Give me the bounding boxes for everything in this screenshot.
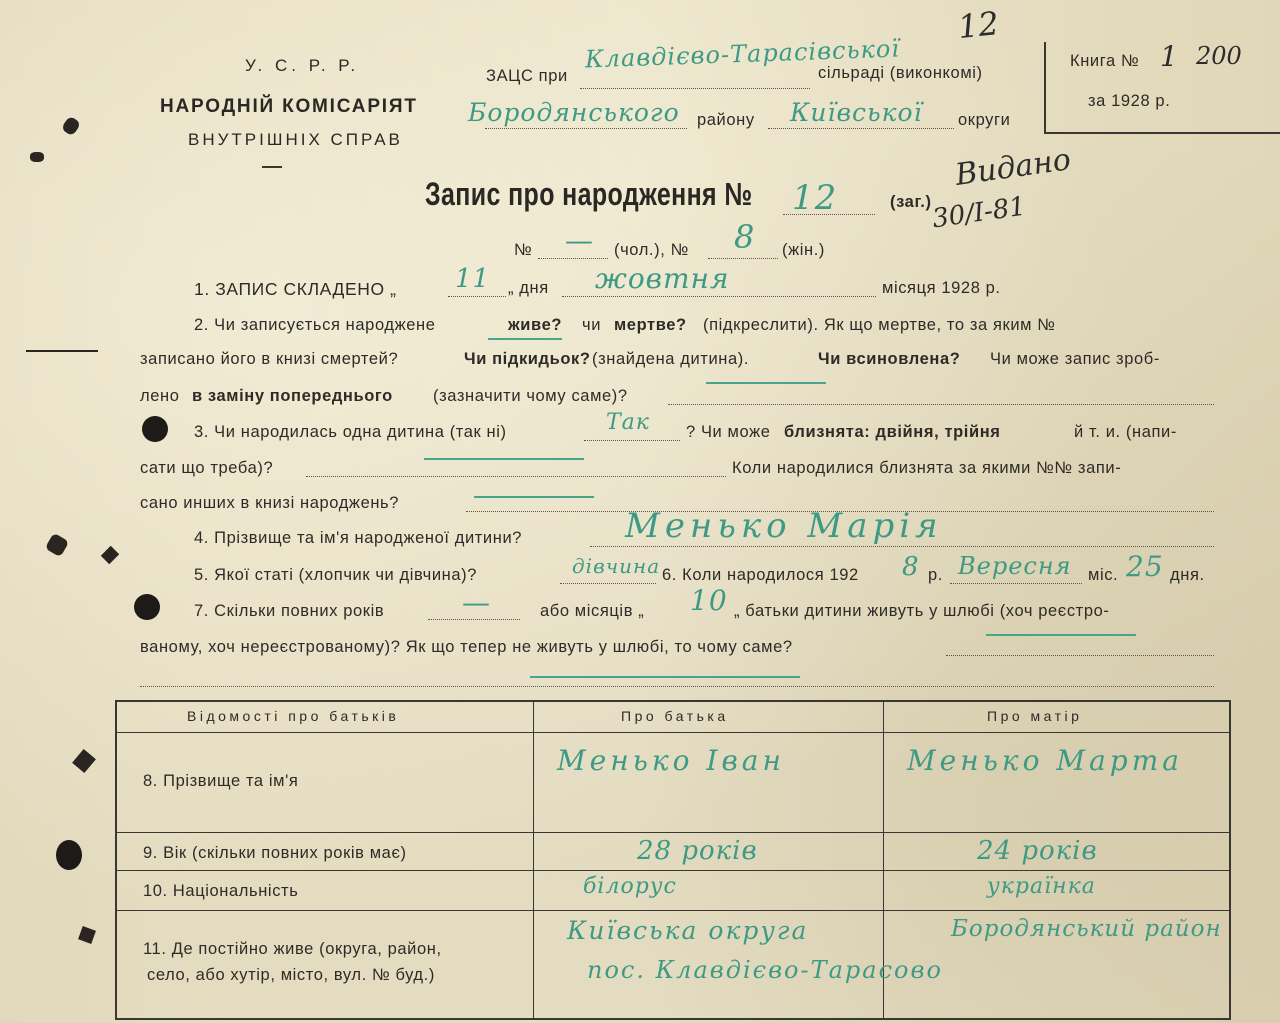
okruha-handwritten: Київської: [790, 98, 923, 127]
record-number: 12: [792, 178, 838, 218]
item2-line3-c: (зазначити чому саме)?: [433, 387, 628, 405]
row-label-name: 8. Прізвище та ім'я: [143, 772, 299, 790]
item3-ink-dash: [424, 458, 584, 460]
raion-label: району: [697, 111, 755, 129]
item5-fill-line: [560, 583, 656, 584]
book-number: 1: [1160, 40, 1178, 73]
zags-fill-line: [580, 88, 810, 89]
item3-fill-line2: [306, 476, 726, 477]
marriage-years: —: [462, 586, 491, 619]
father-age: 28 років: [637, 836, 758, 866]
item6-day-suffix: дня.: [1170, 566, 1205, 584]
birth-month: Вересня: [958, 552, 1072, 580]
table-divider: [117, 732, 1229, 733]
table-header-father: Про батька: [621, 708, 729, 724]
item1-month-line: [562, 296, 876, 297]
paper-tear: [72, 749, 96, 773]
corner-number: 12: [956, 3, 1001, 47]
table-divider: [117, 832, 1229, 833]
item2-line3-a: лено: [140, 387, 180, 405]
row-label-age: 9. Вік (скільки повних років має): [143, 844, 407, 862]
issued-annotation: Видано: [953, 142, 1073, 193]
zag-label: (заг.): [890, 193, 932, 211]
mother-residence-1: Бородянський район: [951, 916, 1222, 942]
item4-fill-line: [590, 546, 1214, 547]
birth-day: 25: [1126, 550, 1164, 583]
item1-day: 11: [455, 264, 491, 294]
chol-value: —: [565, 224, 594, 257]
item2-fill-line: [668, 404, 1214, 405]
paper-tear: [30, 152, 44, 162]
row-label-residence-2: село, або хутір, місто, вул. № буд.): [147, 966, 435, 984]
chol-fill-line: [538, 258, 608, 259]
paper-tear: [45, 533, 70, 558]
item2-alive: живе?: [508, 316, 563, 334]
item6-year-suffix: р.: [928, 566, 943, 584]
table-header-info: Відомості про батьків: [187, 708, 400, 724]
item7-years-line: [428, 619, 520, 620]
table-header-mother: Про матір: [987, 708, 1083, 724]
item3-line1-b: ? Чи може: [686, 423, 771, 441]
punch-hole: [142, 416, 168, 442]
item5-label: 5. Якої статі (хлопчик чи дівчина)?: [194, 566, 478, 584]
item7-ink-dash: [986, 634, 1136, 636]
alive-underline: [488, 338, 562, 340]
book-year: за 1928 р.: [1088, 92, 1171, 110]
item2-line2-c: (знайдена дитина).: [592, 350, 750, 368]
marriage-months: 10: [690, 584, 728, 617]
item7-fill-line2: [140, 686, 1214, 687]
item7-line1-c: „ батьки дитини живуть у шлюбі (хоч реєстро-: [734, 602, 1110, 620]
chol-prefix: №: [514, 241, 533, 259]
item3-line2-b: Коли народилися близнята за якими №№ запи-: [732, 459, 1122, 477]
item6-label: 6. Коли народилося 192: [662, 566, 859, 584]
father-nationality: білорус: [583, 874, 677, 899]
zhin-label: (жін.): [782, 241, 825, 259]
item2-adopted: Чи всиновлена?: [818, 350, 961, 368]
chol-label: (чол.), №: [614, 241, 689, 259]
item6-month-line: [950, 583, 1082, 584]
item3-line1-a: 3. Чи народилась одна дитина (так ні): [194, 423, 507, 441]
punch-hole: [134, 594, 160, 620]
row-label-residence-1: 11. Де постійно живе (округа, район,: [143, 940, 442, 958]
ussr-label: У. С. Р. Р.: [245, 56, 360, 75]
parents-table: [115, 700, 1231, 1020]
zags-suffix: сільраді (виконкомі): [818, 64, 983, 82]
item3-twins: близнята: двійня, трійня: [784, 423, 1001, 441]
paper-tear: [61, 115, 82, 136]
table-divider: [533, 702, 534, 1018]
table-divider: [117, 870, 1229, 871]
book-extra: 200: [1196, 42, 1242, 70]
raion-handwritten: Бородянського: [468, 98, 680, 127]
child-name: Менько Марія: [625, 506, 943, 546]
commissariat-title: НАРОДНІЙ КОМІСАРІЯТ: [160, 96, 418, 117]
item1-day-label: „ дня: [508, 279, 549, 297]
item2-or: чи: [582, 316, 602, 334]
paper-tear: [26, 350, 98, 352]
item4-label: 4. Прізвище та ім'я народженої дитини?: [194, 529, 523, 547]
zags-handwritten: Клавдієво-Тарасівської: [584, 34, 901, 74]
item3-answer: Так: [606, 410, 650, 435]
item2-line1-a: 2. Чи записується народжене: [194, 316, 436, 334]
item2-foundling: Чи підкидьок?: [464, 350, 591, 368]
item3-ink-dash2: [474, 496, 594, 498]
father-residence-1: Київська округа: [567, 916, 809, 945]
issued-date: 30/I-81: [930, 191, 1028, 235]
zhin-value: 8: [734, 218, 756, 256]
zhin-fill-line: [708, 258, 778, 259]
item7-ink-dash2: [530, 676, 800, 678]
item2-replacement: в заміну попереднього: [192, 387, 393, 405]
item3-line3: сано инших в книзі народжень?: [140, 494, 400, 512]
birth-year-digit: 8: [902, 552, 920, 582]
father-residence-2: пос. Клавдієво-Тарасово: [587, 956, 943, 984]
item1-label: 1. ЗАПИС СКЛАДЕНО „: [194, 279, 397, 299]
item1-month: жовтня: [595, 262, 730, 295]
raion-fill-line: [485, 128, 687, 129]
item2-dead: мертве?: [614, 316, 687, 334]
item3-line2-a: сати що треба)?: [140, 459, 274, 477]
okruha-fill-line: [768, 128, 954, 129]
item7-line1-a: 7. Скільки повних років: [194, 602, 385, 620]
record-title: Запис про народження №: [425, 176, 753, 212]
father-name: Менько Іван: [557, 744, 785, 777]
paper-tear: [78, 926, 96, 944]
item1-post: місяця 1928 р.: [882, 279, 1001, 297]
mother-age: 24 років: [977, 836, 1098, 866]
item3-fill-line: [584, 440, 680, 441]
mother-name: Менько Марта: [907, 744, 1183, 777]
table-divider: [117, 910, 1229, 911]
item7-line1-b: або місяців „: [540, 602, 645, 620]
child-sex: дівчина: [572, 554, 661, 578]
punch-hole: [56, 840, 82, 870]
internal-affairs-label: ВНУТРІШНІХ СПРАВ: [188, 130, 403, 149]
mother-nationality: українка: [987, 874, 1096, 899]
item2-line1-e: (підкреслити). Як що мертве, то за яким №: [703, 316, 1056, 334]
okruha-label: округи: [958, 111, 1011, 129]
row-label-nationality: 10. Національність: [143, 882, 299, 900]
item2-ink-dash: [706, 382, 826, 384]
item3-line1-d: й т. и. (напи-: [1074, 423, 1177, 441]
zags-prefix: ЗАЦС при: [486, 67, 568, 85]
item1-day-line: [448, 296, 506, 297]
item2-line2-e: Чи може запис зроб-: [990, 350, 1160, 368]
item7-line2: ваному, хоч нереєстрованому)? Як що тепер не живуть у шлюбі, то чому саме?: [140, 638, 793, 656]
item6-month-suffix: міс.: [1088, 566, 1119, 584]
paper-tear: [101, 546, 119, 564]
book-label: Книга №: [1070, 52, 1140, 70]
item7-fill-line: [946, 655, 1214, 656]
header-divider: [262, 166, 282, 168]
item2-line2-a: записано його в книзі смертей?: [140, 350, 399, 368]
